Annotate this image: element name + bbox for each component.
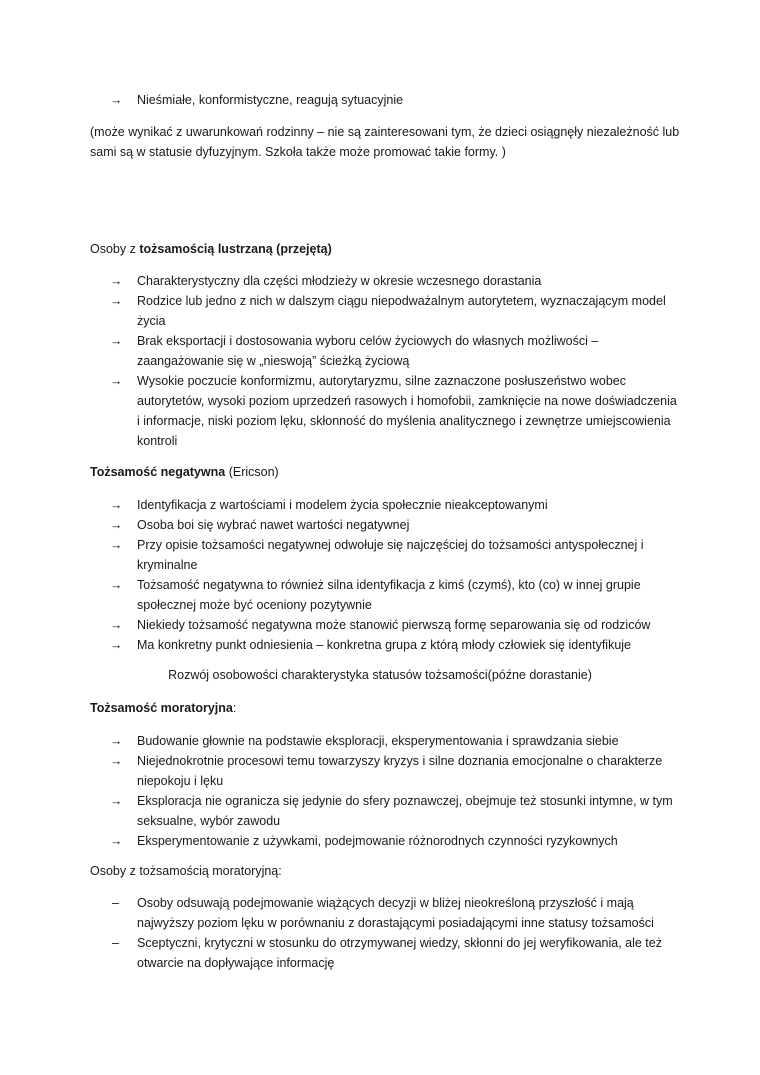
people-moratorium-list [90, 893, 680, 973]
list-item: → Niekiedy tożsamość negatywna może stanowić pierwszą formę separowania się od rodziców [90, 615, 680, 635]
arrow-icon: → [110, 794, 123, 808]
top-arrow-list [90, 90, 680, 110]
arrow-icon: → [110, 638, 123, 652]
section-heading: Tożsamość moratoryjna: [90, 701, 237, 715]
arrow-icon: → [110, 374, 123, 388]
arrow-icon: → [110, 578, 123, 592]
moratorium-identity-section [90, 698, 680, 851]
list-item: → Budowanie głownie na podstawie eksploracji, eksperymentowania i sprawdzania siebie [90, 731, 680, 751]
list-item: → Charakterystyczny dla części młodzieży w okresie wczesnego dorastania [90, 271, 680, 291]
arrow-icon: → [110, 618, 123, 632]
note-paragraph: (może wynikać z uwarunkowań rodzinny – nie są zainteresowani tym, że dzieci osiągnęły niezależność lub sami są w statusie dyfuzyjnym. Szkoła także może promować takie formy. ) [90, 125, 680, 159]
centered-title: Rozwój osobowości charakterystyka statusów tożsamości(późne dorastanie) [168, 668, 592, 682]
negative-identity-list [90, 495, 680, 655]
list-item: → Ma konkretny punkt odniesienia – konkretna grupa z którą młody człowiek się identyfikuje [90, 635, 680, 655]
list-item: → Identyfikacja z wartościami i modelem życia społecznie nieakceptowanymi [90, 495, 680, 515]
section-heading: Osoby z tożsamością moratoryjną: [90, 864, 282, 878]
arrow-icon: → [110, 334, 123, 348]
arrow-icon: → [110, 274, 123, 288]
arrow-icon: → [110, 754, 123, 768]
list-item: → Tożsamość negatywna to również silna identyfikacja z kimś (czymś), kto (co) w innej grupie społecznej może być oceniony pozytywnie [90, 575, 680, 615]
mirror-identity-section [90, 239, 680, 451]
list-item: → Rodzice lub jedno z nich w dalszym ciągu niepodważalnym autorytetem, wyznaczającym model życia [90, 291, 680, 331]
section-heading: Tożsamość negatywna (Ericson) [90, 465, 279, 479]
list-item: → Brak eksportacji i dostosowania wyboru celów życiowych do własnych możliwości – zaangażowanie się w „nieswoją” ścieżką życiową [90, 331, 680, 371]
arrow-icon: → [110, 538, 123, 552]
moratorium-identity-list [90, 731, 680, 851]
list-item: → Przy opisie tożsamości negatywnej odwołuje się najczęściej do tożsamości antyspołecznej i kryminalne [90, 535, 680, 575]
arrow-icon: → [110, 93, 123, 107]
arrow-icon: → [110, 294, 123, 308]
negative-identity-section [90, 462, 680, 655]
list-item: – Osoby odsuwają podejmowanie wiążących decyzji w bliżej nieokreśloną przyszłość i mają najwyższy poziom lęku w porównaniu z dorastającymi posiadającymi inne statusy tożsamości [90, 893, 680, 933]
list-item: → Eksploracja nie ogranicza się jedynie do sfery poznawczej, obejmuje też stosunki intymne, w tym seksualne, wybór zawodu [90, 791, 680, 831]
dash-icon: – [112, 896, 119, 910]
people-moratorium-section [90, 861, 680, 973]
dash-icon: – [112, 936, 119, 950]
list-item: → Wysokie poczucie konformizmu, autorytaryzmu, silne zaznaczone posłuszeństwo wobec autorytetów, wysoki poziom uprzedzeń rasowych i homofobii, zamknięcie na nowe doświadczenia i informacje, niski poziom lęku, skłonność do myślenia analitycznego i zewnętrze umiejscowienia kontroli [90, 371, 680, 451]
list-item: → Niejednokrotnie procesowi temu towarzyszy kryzys i silne doznania emocjonalne o charakterze niepokoju i lęku [90, 751, 680, 791]
top-section [90, 90, 680, 110]
section-heading: Osoby z tożsamością lustrzaną (przejętą) [90, 242, 332, 256]
list-item: → Nieśmiałe, konformistyczne, reagują sytuacyjnie [90, 90, 680, 110]
list-item: – Sceptyczni, krytyczni w stosunku do otrzymywanej wiedzy, skłonni do jej weryfikowania, ale też otwarcie na dopływające informację [90, 933, 680, 973]
arrow-icon: → [110, 518, 123, 532]
list-item: → Eksperymentowanie z używkami, podejmowanie różnorodnych czynności ryzykownych [90, 831, 680, 851]
arrow-icon: → [110, 834, 123, 848]
arrow-icon: → [110, 734, 123, 748]
mirror-identity-list [90, 271, 680, 451]
list-item: → Osoba boi się wybrać nawet wartości negatywnej [90, 515, 680, 535]
arrow-icon: → [110, 498, 123, 512]
